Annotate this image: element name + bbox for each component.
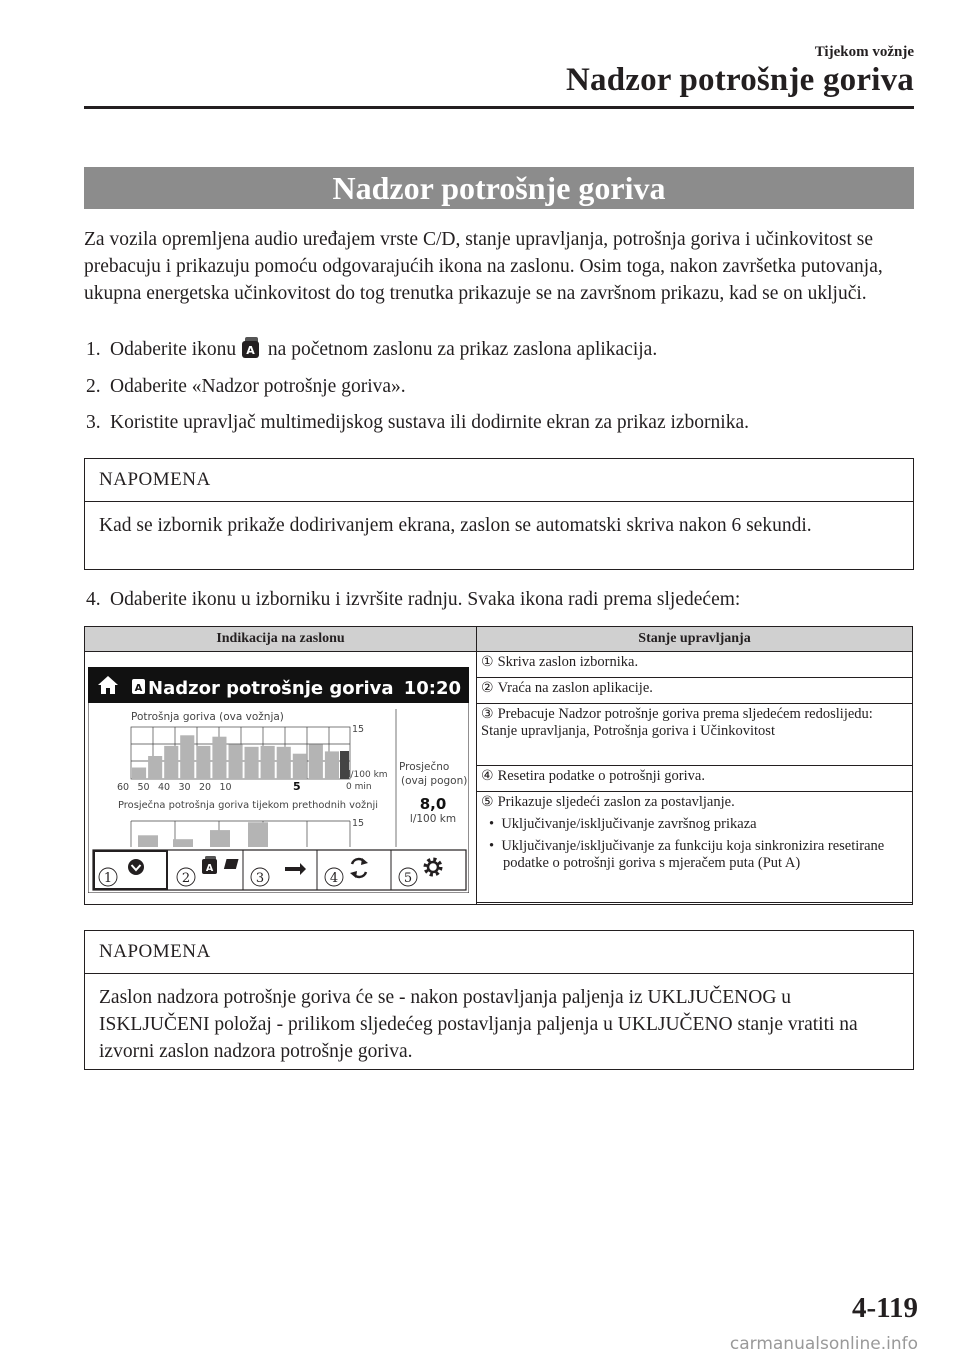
chevron-down-icon [128,859,144,875]
step-3 [86,409,749,436]
chart1-bar [196,746,210,779]
watermark: carmanualsonline.info [729,1334,918,1354]
row-text: Vraća na zaslon aplikacije. [497,680,653,696]
step-text: Odaberite ikonu u izborniku i izvršite radnju. Svaka ikona radi prema sljedećem: [110,589,741,610]
row-text: Skriva zaslon izbornika. [497,654,639,670]
step-text: na početnom zaslonu za prikaz zaslona aplikacija. [267,339,658,360]
chart2-bar [210,830,230,847]
chart1-x-mark: 5 [293,780,301,793]
row-text: Prikazuje sljedeći zaslon za postavljanje. [497,794,735,810]
table-header-operation: Stanje upravljanja [477,627,912,652]
step-number: 1. [86,339,101,360]
avg-label-1: Prosječno [399,761,450,773]
row-text: Resetira podatke o potrošnji goriva. [497,768,705,784]
chart1-zero: 0 min [346,782,372,792]
chart1-bar [325,751,339,779]
chart1-bar [309,745,323,780]
step-number: 2. [86,376,101,397]
table-row [477,792,912,903]
callout-number: ① [481,654,494,670]
x-tick-label: 40 [158,782,171,793]
chart2-title: Prosječna potrošnja goriva tijekom prethodnih vožnji [118,800,378,811]
avg-unit: l/100 km [409,813,457,825]
chart1-bar [148,756,162,779]
chart1-bar [229,745,243,780]
chart1-unit: l/100 km [348,770,388,780]
chart1-ymax: 15 [352,724,365,735]
header-rule [84,106,914,109]
chart1-bar [293,754,307,779]
svg-text:A: A [246,344,255,357]
x-tick-label: 30 [178,782,191,793]
fuel-monitor-screen [88,667,469,893]
chart2-bar [173,839,193,847]
chart1-bar [132,768,146,780]
callout-number: ③ [481,706,494,722]
callout-number: ② [481,680,494,696]
callout-number: 4 [329,871,339,886]
table-row [477,678,912,704]
screen-time: 10:20 [403,678,461,699]
step-text: Odaberite ikonu [110,339,237,360]
chart1-bar [180,735,194,779]
note-box-2 [84,930,914,1070]
chart1-bar [245,747,259,779]
bullet-item: • Uključivanje/isključivanje za funkciju koja sinkronizira resetirane podatke o potrošnji goriva s mjeračem puta (Put A) [489,838,885,871]
table-row [477,766,912,792]
avg-label-2: (ovaj pogon) [401,775,468,787]
step-2 [86,373,406,400]
bullet-item: • Uključivanje/isključivanje završnog prikaza [489,816,757,832]
step-text: Odaberite «Nadzor potrošnje goriva». [110,376,406,397]
x-tick-label: 10 [219,782,232,793]
table-header-indication: Indikacija na zaslonu [85,627,476,652]
chart1-bar [212,737,226,779]
chart1-bar [277,747,291,779]
step-1 [86,336,657,363]
note-box-1 [84,458,914,570]
operation-table [84,626,913,905]
x-tick-label: 60 [117,782,130,793]
callout-number: ④ [481,768,494,784]
avg-value: 8,0 [419,795,447,813]
note-text: Kad se izbornik prikaže dodirivanjem ekrana, zaslon se automatski skriva nakon 6 sekundi. [99,515,812,536]
note-heading: NAPOMENA [85,931,913,974]
step-number: 4. [86,589,101,610]
chart2-bar [138,835,158,847]
note-heading: NAPOMENA [85,459,913,502]
screen-title: Nadzor potrošnje goriva [148,678,394,699]
svg-text:A: A [205,863,214,874]
app-icon [241,336,263,360]
page-number: 4-119 [851,1292,918,1324]
chart2-bar [248,822,268,847]
app-icon [132,679,145,694]
callout-number: 3 [255,871,265,886]
intro-paragraph: Za vozila opremljena audio uređajem vrste C/D, stanje upravljanja, potrošnja goriva i učinkovitost se prebacuju i prikazuju pomoću odgovarajućih ikona na zaslonu. Osim toga, nakon završetka putovanja, ukupna energetska učinkovitost do tog trenutka prikazuje se na završnom prikazu, kad se on uključi. [84,229,883,304]
callout-number: 2 [181,871,191,886]
running-header-title: Nadzor potrošnje goriva [565,62,914,98]
table-row [477,704,912,766]
chart1-bar [261,746,275,779]
x-tick-label: 20 [199,782,212,793]
callout-number: 1 [103,871,113,886]
row-text: Prebacuje Nadzor potrošnje goriva prema sljedećem redoslijedu: Stanje upravljanja, Potrošnja goriva i Učinkovitost [481,706,873,739]
chart1-bar [164,746,178,779]
note-text: Zaslon nadzora potrošnje goriva će se - nakon postavljanja paljenja iz UKLJUČENOG u ISKLJUČENI položaj - prilikom sljedećeg postavljanja paljenja u UKLJUČENO stanje vratiti na izvorni zaslon nadzora potrošnje goriva. [99,987,858,1062]
x-tick-label: 50 [137,782,150,793]
table-row [477,652,912,678]
running-header-section: Tijekom vožnje [814,44,914,60]
step-text: Koristite upravljač multimedijskog sustava ili dodirnite ekran za prikaz izbornika. [110,412,749,433]
callout-number: ⑤ [481,794,494,810]
section-banner: Nadzor potrošnje goriva [84,167,914,209]
chart2-ymax: 15 [352,818,365,829]
step-4 [86,586,740,613]
step-number: 3. [86,412,101,433]
chart1-title: Potrošnja goriva (ova vožnja) [131,711,284,723]
svg-text:A: A [134,683,143,694]
callout-number: 5 [403,871,413,886]
